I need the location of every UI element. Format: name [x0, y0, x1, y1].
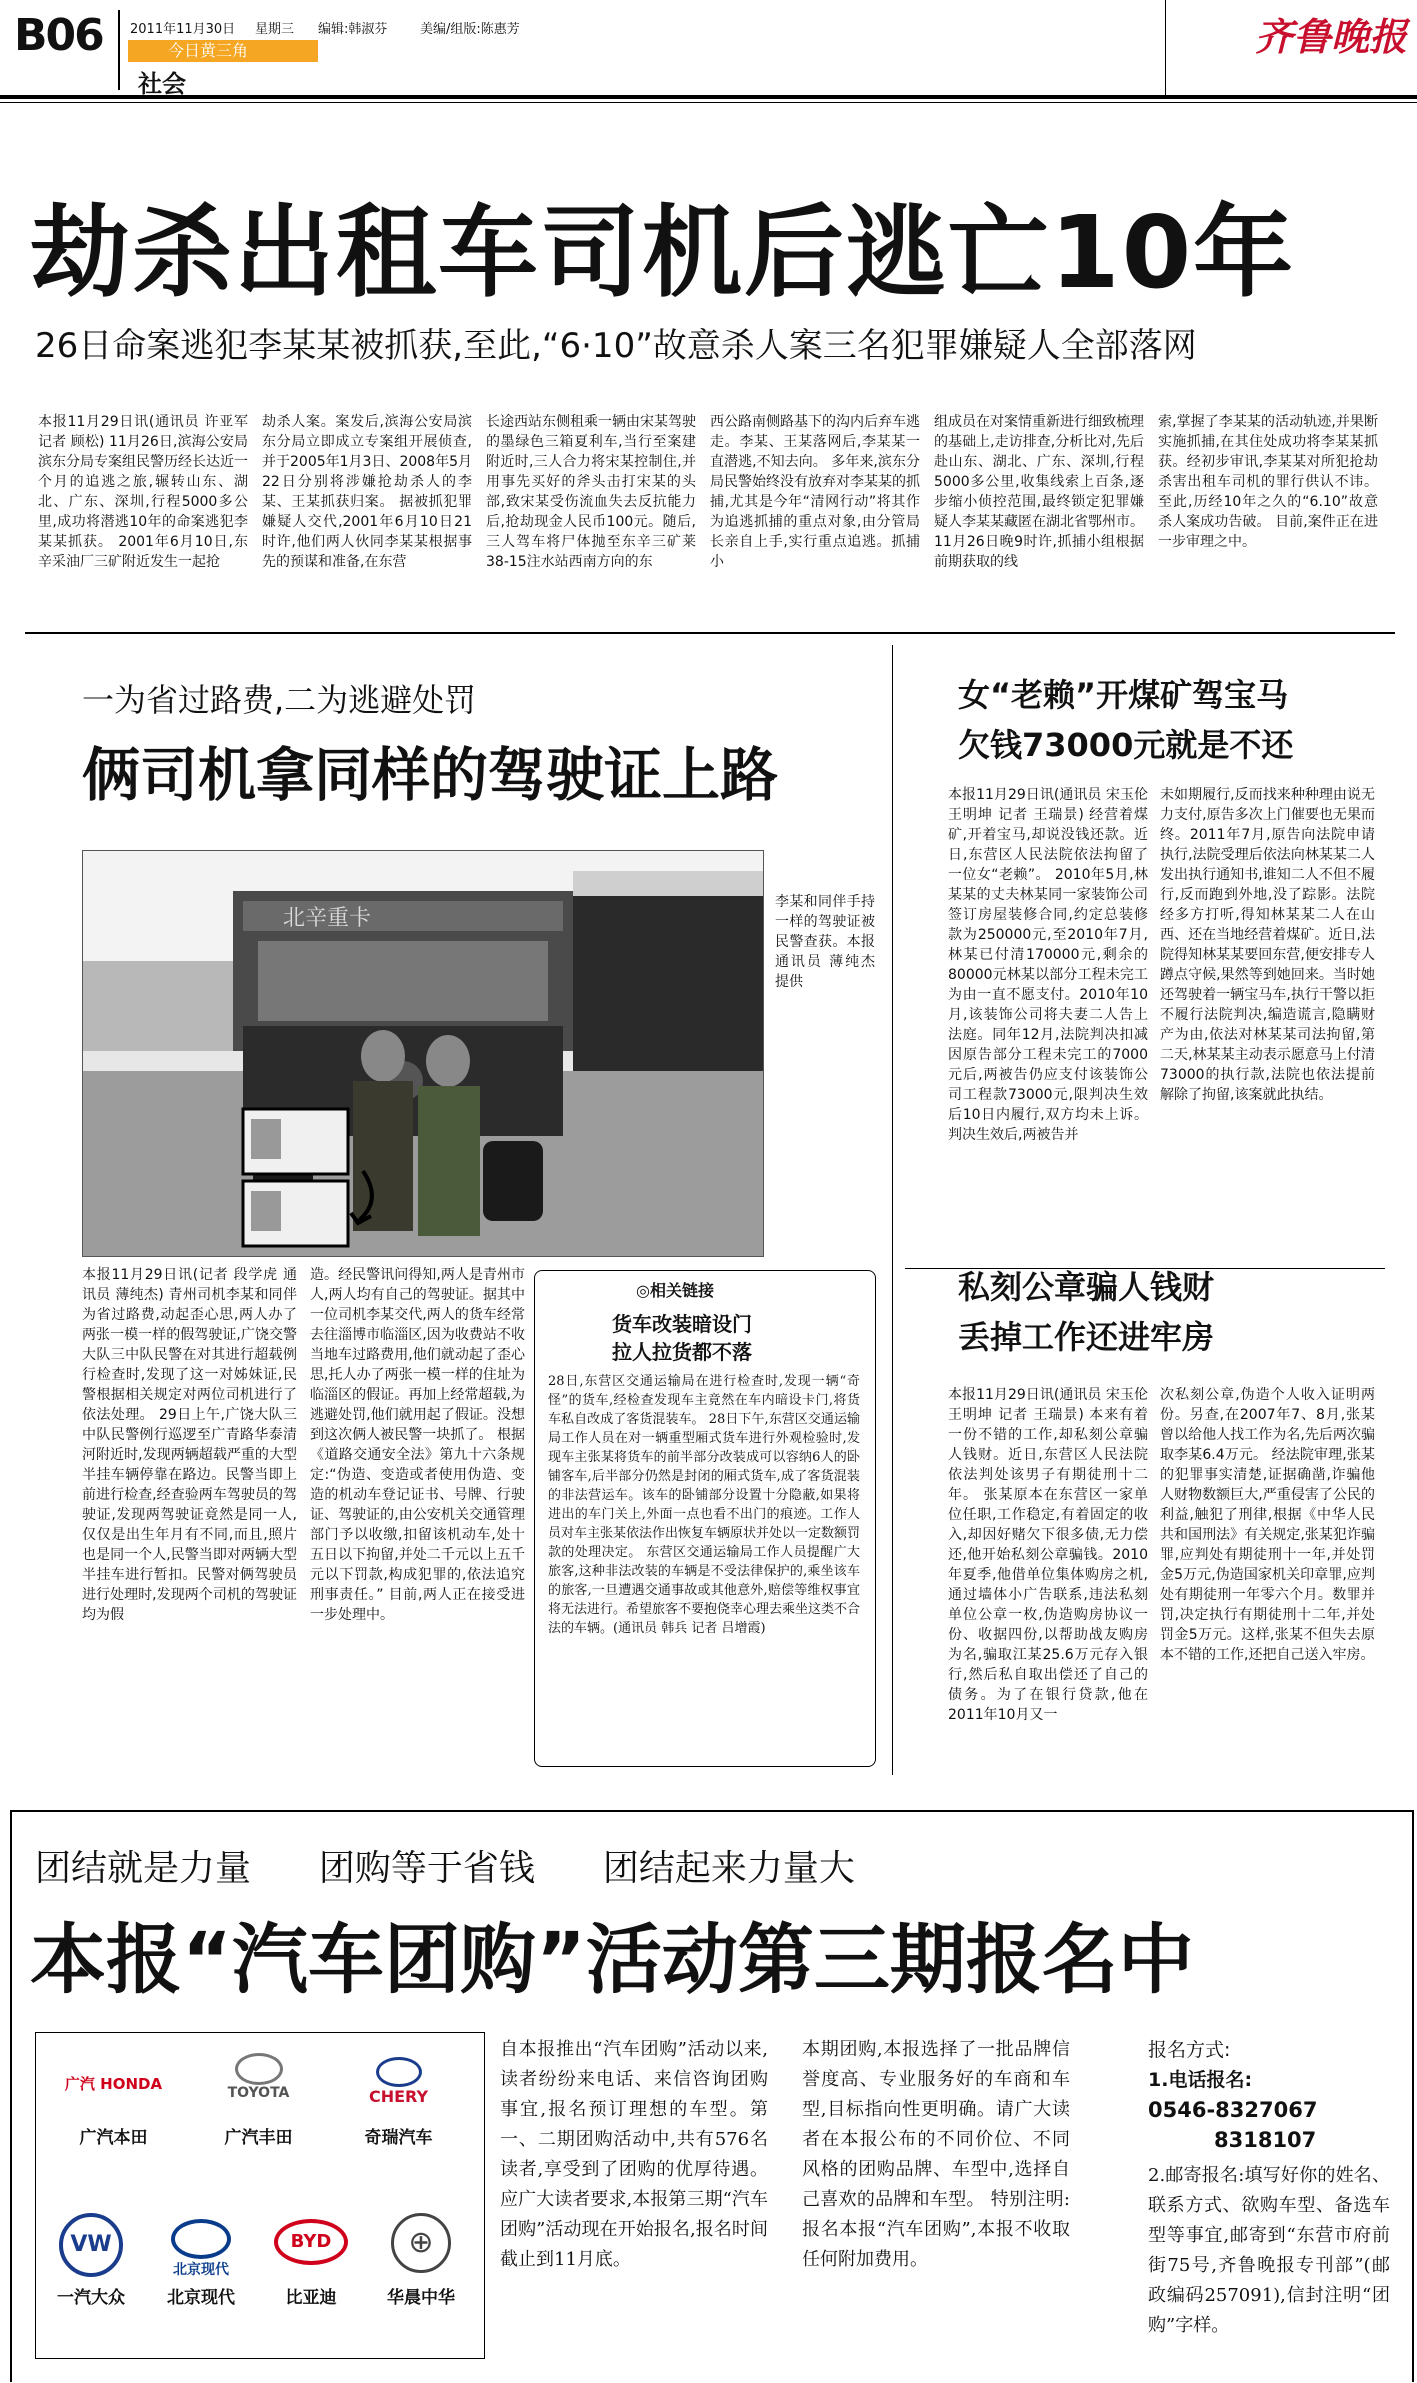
ad-slogan: 团结起来力量大 [602, 1848, 855, 1889]
story1-bottom-rule [25, 632, 1395, 634]
story1-column: 本报11月29日讯(通讯员 许亚军 记者 顾松) 11月26日,滨海公安局滨东分局专案组民警历经长达近一个月的追逃之旅,辗转山东、湖北、广东、深圳,行程5000多公里,成功将潜逃10年的命案逃犯李某某抓获。 2001年6月10日,东辛采油厂三矿附近发生一起抢 [38, 414, 248, 570]
brand-brilliance [371, 2213, 471, 2308]
signup-mail: 2.邮寄报名:填写好你的姓名、联系方式、欲购车型、备选车型等事宜,邮寄到“东营市府前街75号,齐鲁晚报专刊部”(邮政编码257091),信封注明“团购”字样。 [1148, 2165, 1390, 2336]
header-divider [118, 10, 120, 90]
masthead-logo: 齐鲁晚报 [1255, 14, 1408, 59]
story1-column: 劫杀人案。案发后,滨海公安局滨东分局立即成立专案组开展侦查,并于2005年1月3日、2008年5月22日分别将涉嫌抢劫杀人的李某、王某抓获归案。 据被抓犯罪嫌疑人交代,2001年6月10日21时许,他们两人伙同李某某根据事先的预谋和准备,在东营 [262, 414, 472, 570]
signup-title: 报名方式: [1148, 2039, 1231, 2061]
hyundai-logo-text: 北京现代 [173, 2262, 229, 2278]
brand-name: 一汽大众 [57, 2288, 125, 2308]
story3-column: 未如期履行,反而找来种种理由说无力支付,原告多次上门催要也无果而终。2011年7月,原告向法院申请执行,法院受理后依法向林某某二人发出执行通知书,谁知二人不但不履行,反而跑到外地,没了踪影。法院经多方打听,得知林某某二人在山西、还在当地经营着煤矿。近日,法院得知林某某要回东营,便安排专人蹲点守候,果然等到她回来。当时她还驾驶着一辆宝马车,执行干警以拒不履行法院判决,编造谎言,隐瞒财产为由,依法对林某某司法拘留,第二天,林某某主动表示愿意马上付清73000的执行款,法院也依法提前解除了拘留,该案就此执结。 [1160, 787, 1375, 1103]
story2-headline: 俩司机拿同样的驾驶证上路 [82, 741, 779, 809]
ad-slogan: 团购等于省钱 [318, 1848, 535, 1889]
sidebar-title: 货车改装暗设门 [612, 1312, 752, 1336]
vw-logo: VW [59, 2213, 123, 2277]
page-header [0, 0, 1417, 98]
ad-slogan: 团结就是力量 [35, 1848, 252, 1889]
brand-name: 广汽丰田 [224, 2128, 293, 2148]
section-tag: 今日黄三角 [128, 40, 318, 62]
chery-logo-text: CHERY [368, 2087, 429, 2106]
story3-headline: 欠钱73000元就是不还 [958, 726, 1294, 764]
story4-column: 本报11月29日讯(通讯员 宋玉伦 王明坤 记者 王瑞景) 本来有着一份不错的工作,却私刻公章骗人钱财。近日,东营区人民法院依法判处该男子有期徒刑十二年。 张某原本在东营区一家单位任职,工作稳定,有着固定的收入,却因好赌欠下很多债,无力偿还,他开始私刻公章骗钱。2010年夏季,他借单位集体购房之机,通过墙体小广告联系,违法私刻单位公章一枚,伪造购房协议一份、收据四份,以帮助战友购房为名,骗取江某25.6万元存入银行,然后私自取出偿还了自己的债务。为了在银行贷款,他在2011年10月又一 [948, 1387, 1148, 1723]
story2-column: 本报11月29日讯(记者 段学虎 通讯员 薄纯杰) 青州司机李某和同伴为省过路费,动起歪心思,两人办了两张一模一样的假驾驶证,广饶交警大队三中队民警在对其进行超载例行检查时,发现了这一对姊妹证,民警根据相关规定对两位司机进行了依法处理。 29日上午,广饶大队三中队民警例行巡逻至广青路华泰清河附近时,发现两辆超载严重的大型半挂车辆停靠在路边。民警当即上前进行检查,经查验两车驾驶员的驾驶证,发现两驾驶证竟然是同一人,仅仅是出生年月有不同,而且,照片也是同一个人,民警当即对两辆大型半挂车进行暂扣。民警对俩驾驶员进行处理时,发现两个司机的驾驶证均为假 [82, 1267, 297, 1623]
story1-column: 西公路南侧路基下的沟内后弃车逃走。李某、王某落网后,李某某一直潜逃,不知去向。 多年来,滨东分局民警始终没有放弃对李某某的抓捕,尤其是今年“清网行动”将其作为追逃抓捕的重点对象,由分管局长亲自上手,实行重点追逃。抓捕小 [710, 414, 920, 570]
related-link-text: 相关链接 [649, 1281, 714, 1300]
truck-cab-text: 北辛重卡 [283, 906, 372, 931]
hyundai-logo [171, 2219, 231, 2259]
story4-headline: 丢掉工作还进牢房 [958, 1318, 1215, 1356]
ad-slogans [35, 1840, 855, 1891]
toyota-logo-text: TOYOTA [227, 2085, 290, 2101]
story4-column: 次私刻公章,伪造个人收入证明两份。另查,在2007年7、8月,张某曾以给他人找工作为名,先后两次骗取李某6.4万元。 经法院审理,张某的犯罪事实清楚,证据确凿,诈骗他人财物数额巨大,严重侵害了公民的利益,触犯了刑律,根据《中华人民共和国刑法》有关规定,张某犯诈骗罪,应判处有期徒刑十一年,并处罚金5万元,伪造国家机关印章罪,应判处有期徒刑一年零六个月。数罪并罚,决定执行有期徒刑十二年,并处罚金5万元。这样,张某不但失去原本不错的工作,还把自己送入牢房。 [1160, 1387, 1375, 1663]
brand-chery [341, 2053, 456, 2148]
ad-column: 本期团购,本报选择了一批品牌信誉度高、专业服务好的车商和车型,目标指向性更明确。请广大读者在本报公布的不同价位、不同风格的团购品牌、车型中,选择自己喜欢的品牌和车型。 特别注明:报名本报“汽车团购”,本报不收取任何附加费用。 [802, 2039, 1070, 2270]
editor: 编辑:韩淑芬 [318, 22, 388, 37]
brand-logo-panel [35, 2032, 485, 2359]
brand-name: 比亚迪 [285, 2288, 337, 2308]
ad-signup [1110, 2035, 1390, 2341]
story3-column: 本报11月29日讯(通讯员 宋玉伦 王明坤 记者 王瑞景) 经营着煤矿,开着宝马,却说没钱还款。近日,东营区人民法院依法拘留了一位女“老赖”。 2010年5月,林某某的丈夫林某同一家装饰公司签订房屋装修合同,约定总装修款为250000元,至2010年7月,林某已付清170000元,剩余的80000元林某以部分工程未完工为由一直不愿支付。2010年10月,该装饰公司将夫妻二人告上法庭。同年12月,法院判决扣减因原告部分工程未完工的7000元后,两被告仍应支付该装饰公司工程款73000元,限判决生效后10日内履行,双方均未上诉。 判决生效后,两被告并 [948, 787, 1148, 1143]
story1-subhead: 26日命案逃犯李某某被抓获,至此,“6·10”故意杀人案三名犯罪嫌疑人全部落网 [35, 326, 1197, 366]
truck-photo [83, 851, 763, 1256]
brilliance-logo: ⊕ [391, 2213, 451, 2273]
story1-column: 组成员在对案情重新进行细致梳理的基础上,走访排查,分析比对,先后赴山东、湖北、广东、深圳,行程5000多公里,收集线索上百条,逐步缩小侦控范围,最终锁定犯罪嫌疑人李某某藏匿在湖北省鄂州市。 11月26日晚9时许,抓捕小组根据前期获取的线 [934, 414, 1144, 570]
story1-headline: 劫杀出租车司机后逃亡10年 [30, 194, 1296, 311]
sidebar-title: 拉人拉货都不落 [612, 1340, 752, 1364]
toyota-logo [235, 2053, 283, 2085]
issue-date: 2011年11月30日 [130, 22, 236, 37]
photo-caption: 李某和同伴手持一样的驾驶证被民警查获。本报通讯员 薄纯杰 提供 [775, 894, 875, 990]
page-code: B06 [14, 10, 103, 61]
signup-phone[interactable]: 0546-8327067 [1148, 2098, 1318, 2122]
signup-phone-label: 1.电话报名: [1148, 2069, 1253, 2091]
sidebar-body: 28日,东营区交通运输局在进行检查时,发现一辆“奇怪”的货车,经检查发现车主竟然在车内暗设卡门,将货车私自改成了客货混装车。 28日下午,东营区交通运输局工作人员在对一辆重型厢式货车进行外观检验时,发现车主张某将货车的前半部分改装成可以容纳6人的卧铺客车,后半部分仍然是封闭的厢式货车,成了客货混装的非法营运车。该车的卧铺部分设置十分隐蔽,如果将进出的车门关上,外面一点也看不出门的痕迹。工作人员对车主张某依法作出恢复车辆原状并处以一定数额罚款的处理决定。 东营区交通运输局工作人员提醒广大旅客,这种非法改装的车辆是不受法律保护的,乘坐该车的旅客,一旦遭遇交通事故或其他意外,赔偿等维权事宜将无法进行。希望旅客不要抱侥幸心理去乘坐这类不合法的车辆。(通讯员 韩兵 记者 吕增霞) [548, 1374, 860, 1636]
brand-name: 广汽本田 [79, 2128, 148, 2148]
story1-column: 索,掌握了李某某的活动轨迹,并果断实施抓捕,在其住处成功将李某某抓获。经初步审讯,李某某对所犯抢劫杀害出租车司机的罪行供认不讳。至此,历经10年之久的“6.10”故意杀人案成功告破。 目前,案件正在进一步审理之中。 [1158, 414, 1378, 550]
weekday: 星期三 [255, 22, 295, 37]
brand-byd [261, 2213, 361, 2308]
brand-vw [41, 2213, 141, 2308]
signup-phone[interactable]: 8318107 [1214, 2128, 1317, 2152]
brand-hyundai [151, 2213, 251, 2308]
story2-kicker: 一为省过路费,二为逃避处罚 [82, 681, 477, 719]
link-icon: ◎ [636, 1281, 650, 1300]
ad-headline: 本报“汽车团购”活动第三期报名中 [30, 1915, 1194, 2004]
brand-name: 奇瑞汽车 [364, 2128, 433, 2148]
byd-logo: BYD [274, 2219, 348, 2265]
brand-toyota [201, 2053, 316, 2148]
story3-headline: 女“老赖”开煤矿驾宝马 [958, 676, 1289, 714]
story4-headline: 私刻公章骗人钱财 [958, 1268, 1215, 1306]
chery-logo [376, 2057, 422, 2087]
section-name: 社会 [138, 70, 186, 98]
header-divider-right [1165, 0, 1166, 95]
header-rule [0, 95, 1417, 99]
brand-name: 北京现代 [167, 2288, 235, 2308]
story1-column: 长途西站东侧租乘一辆由宋某驾驶的墨绿色三箱夏利车,当行至案建附近时,三人合力将宋某控制住,并用事先买好的斧头击打宋某的头部,致宋某受伤流血失去反抗能力后,抢劫现金人民币100元。随后,三人驾车将尸体抛至东辛三矿莱38-15注水站西南方向的东 [486, 414, 696, 570]
ad-column: 自本报推出“汽车团购”活动以来,读者纷纷来电话、来信咨询团购事宜,报名预订理想的车型。第一、二期团购活动中,共有576名读者,享受到了团购的优厚待遇。 应广大读者要求,本报第三期“汽车团购”活动现在开始报名,报名时间截止到11月底。 [500, 2039, 768, 2270]
brand-name: 华晨中华 [387, 2288, 455, 2308]
honda-logo: 广汽 HONDA [64, 2075, 163, 2093]
story2-photo [82, 850, 764, 1257]
designer: 美编/组版:陈惠芳 [420, 22, 520, 37]
brand-honda [56, 2053, 171, 2148]
related-link-label [636, 1278, 714, 1301]
header-rule-thin [0, 102, 1417, 103]
column-divider [892, 645, 893, 1775]
story2-column: 造。经民警讯问得知,两人是青州市人,两人均有自己的驾驶证。据其中一位司机李某交代,两人的货车经常去往淄博市临淄区,因为收费站不收当地车过路费用,他们就动起了歪心思,托人办了两张一模一样的住址为临淄区的假证。再加上经常超载,为逃避处罚,他们就用起了假证。没想到这次俩人被民警一块抓了。 根据《道路交通安全法》第九十六条规定:“伪造、变造或者使用伪造、变造的机动车登记证书、号牌、行驶证、驾驶证的,由公安机关交通管理部门予以收缴,扣留该机动车,处十五日以下拘留,并处二千元以上五千元以下罚款,构成犯罪的,依法追究刑事责任。” 目前,两人正在接受进一步处理中。 [310, 1267, 525, 1623]
